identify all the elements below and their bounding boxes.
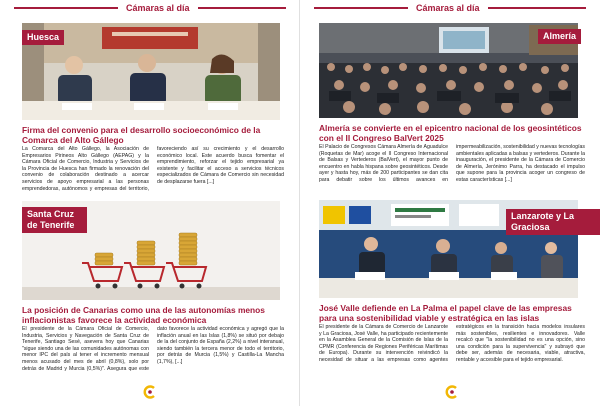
right-page bbox=[300, 0, 600, 406]
tag-almeria: Almería bbox=[538, 29, 581, 44]
header-rule-left bbox=[14, 7, 118, 9]
section-header-text: Cámaras al día bbox=[126, 3, 190, 13]
tag-lanzarote: Lanzarote y La Graciosa bbox=[506, 209, 600, 235]
header-rule-right bbox=[198, 7, 286, 9]
tag-huesca: Huesca bbox=[22, 30, 64, 45]
section-header bbox=[14, 0, 286, 16]
section-header-right bbox=[314, 0, 586, 16]
camara-logo-icon-right bbox=[445, 385, 459, 399]
article-body-lanzarote: El presidente de la Cámara de Comercio de Lanzarote y La Graciosa, José Valle, ha participado recientemente en la Asamblea General de la Comisión de Islas de la CPMR (Conferencia de Regiones Periféricas Marítimas de Europa). Durante su intervención reivindicó la necesidad de situar a las empresas como agentes estratégicos en la transición hacia modelos insulares más sostenibles, resilientes e innovadores. Valle recalcó que "la sostenibilidad no es una opción, sino una condición para la supervivencia" y subrayó que debe ser, además de necesaria, viable, atractiva, rentable y accesible para el tejido empresarial. bbox=[319, 324, 585, 363]
camara-logo-icon bbox=[143, 385, 157, 399]
header-rule-left-right bbox=[314, 7, 408, 9]
article-title-tenerife[interactable]: La posición de Canarias como una de las autonomías menos inflacionistas favorece la actividad económica bbox=[22, 305, 265, 325]
header-rule-right-right bbox=[488, 7, 586, 9]
article-body-tenerife: El presidente de la Cámara Oficial de Comercio, Industria, Servicios y Navegación de Santa Cruz de Tenerife, Santiago Sesé, asevera hoy que Canarias "sigue siendo una de las comunidades autónomas con menor IPC del país al tener el incremento mensual menos acusado del mes de abril (0,8%), solo por detrás de Madrid y Murcia (0,5%)". Asegura que este dato favorece la actividad económica y agregó que la inflación anual en las Islas (1,8%) se situó por debajo de la del conjunto de España (2,2%) a nivel interanual, siendo también la tercera menor de todo el territorio, por detrás de Murcia (1,5%) y Castilla-La Mancha (1,7%), [...] bbox=[22, 326, 284, 372]
article-title-lanzarote[interactable]: José Valle defiende en La Palma el papel clave de las empresas para una sostenibilidad viable y estratégica en las islas bbox=[319, 303, 572, 323]
article-title-almeria[interactable]: Almería se convierte en el epicentro nacional de los geosintéticos con el II Congreso BalVert 2025 bbox=[319, 123, 582, 143]
section-header-text-right: Cámaras al día bbox=[416, 3, 480, 13]
article-title-huesca[interactable]: Firma del convenio para el desarrollo socioeconómico de la Comarca del Alto Gállego bbox=[22, 125, 261, 145]
article-body-huesca: La Comarca del Alto Gállego, la Asociación de Empresarios Pirineos Alto Gállego (AEPAG) y la Cámara Oficial de Comercio, Industria y Servicios de la Provincia de Huesca han firmado la renovación del convenio de colaboración destinado a acercar servicios de apoyo empresarial a las personas emprendedoras, autónomos y empresas del territorio, favoreciendo así su crecimiento y el desarrollo económico local. Este acuerdo busca fomentar el emprendimiento, reforzar el tejido empresarial ya existente y facilitar el acceso a servicios técnicos especializados de Cámara de Comercio sin necesidad de desplazarse fuera [...] bbox=[22, 146, 284, 192]
tag-tenerife: Santa Cruz de Tenerife bbox=[22, 207, 87, 233]
article-body-almeria: El Palacio de Congresos Cámara Almería de Aguadulce (Roquetas de Mar) acoge el II Congreso Internacional de Balsas y Vertederos (BalVert), el mayor punto de encuentro en habla hispana sobre geosintéticos. Desde ayer y hasta hoy, más de 200 participantes se dan cita para debatir sobre los últimos avances en impermeabilización, sostenibilidad y nuevas tecnologías ambientales aplicadas a balsas y vertederos. Durante la inauguración, el presidente de la Cámara de Comercio de Almería, Jerónimo Parra, ha destacado el impulso que supone para la provincia acoger un congreso de estas características [...] bbox=[319, 144, 585, 183]
